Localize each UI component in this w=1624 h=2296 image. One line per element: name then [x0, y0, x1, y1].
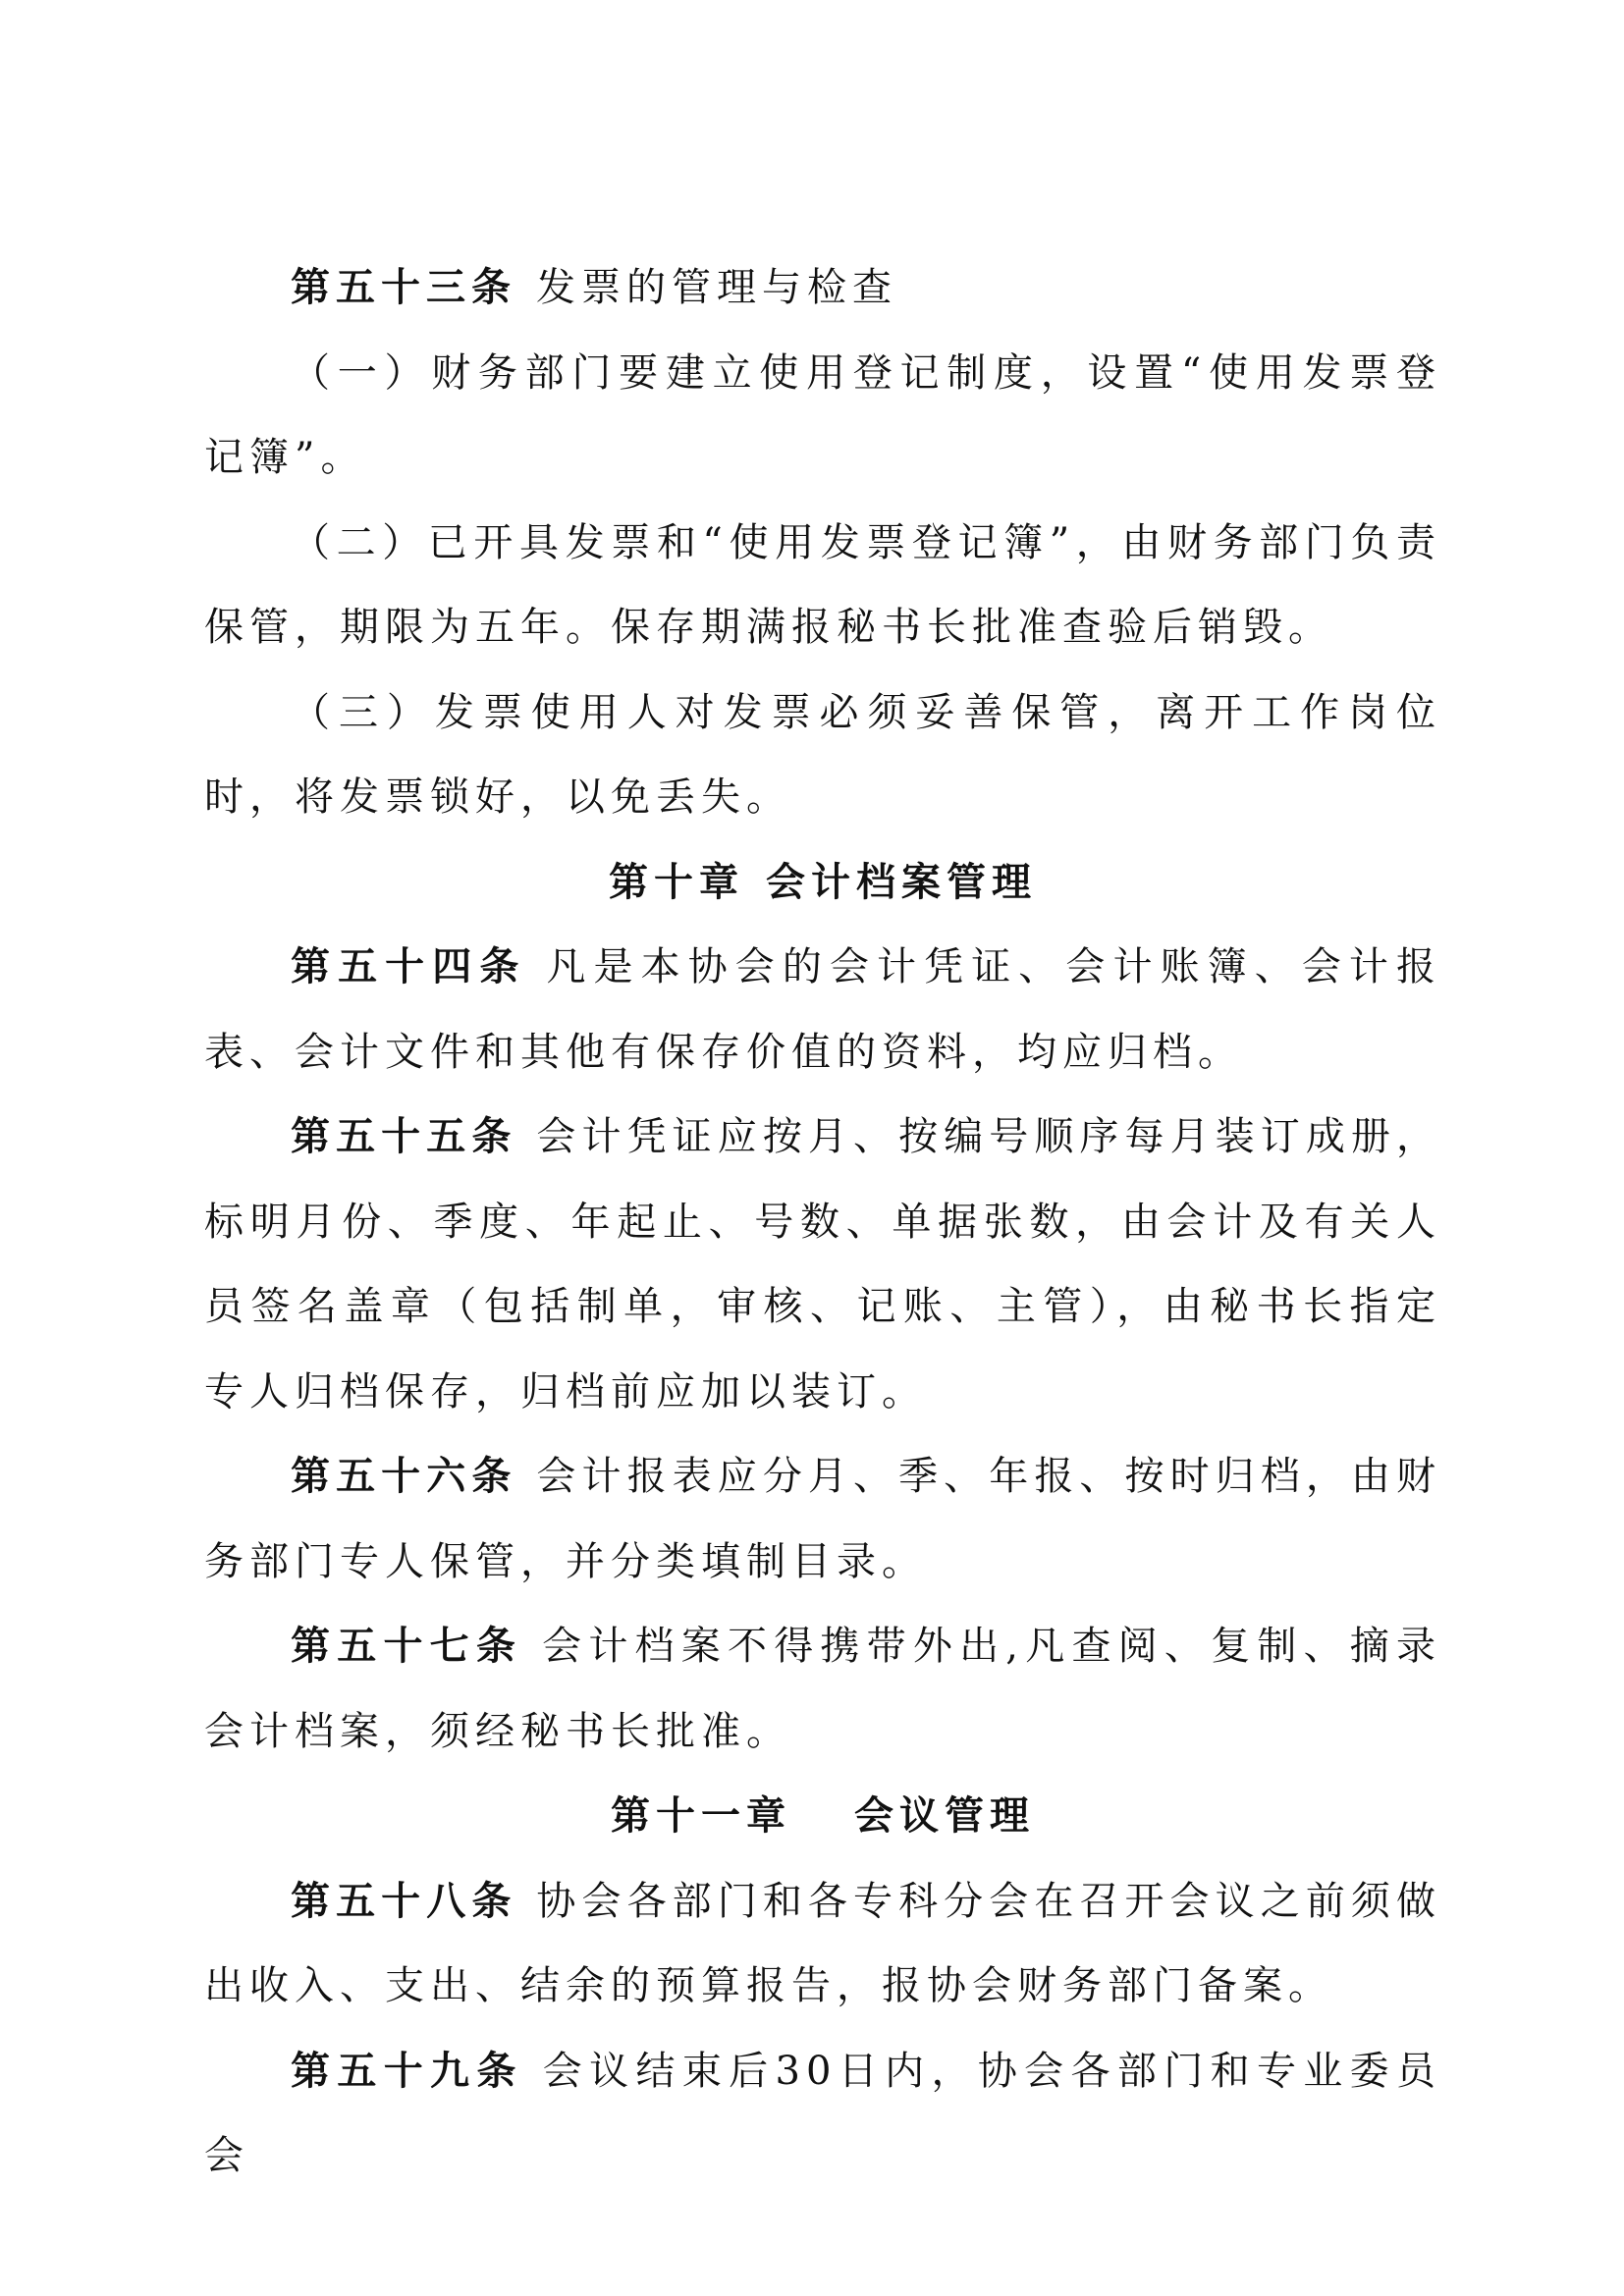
article-58-text: 协会各部门和各专科分会在召开会议之前须做出收入、支出、结余的预算报告，报协会财务部门备案。 — [204, 1878, 1442, 2008]
paragraph-53-2: （二）已开具发票和“使用发票登记簿”，由财务部门负责保管，期限为五年。保存期满报秘书长批准查验后销毁。 — [204, 519, 1441, 650]
article-57-label: 第五十七条 — [291, 1623, 523, 1669]
article-58 — [204, 1859, 1441, 2029]
article-59 — [204, 2029, 1441, 2199]
chapter-11-number: 第十一章 — [611, 1792, 791, 1839]
article-54-label: 第五十四条 — [291, 943, 527, 989]
article-55-text: 会计凭证应按月、按编号顺序每月装订成册，标明月份、季度、年起止、号数、单据张数，由会计及有关人员签名盖章（包括制单，审核、记账、主管），由秘书长指定专人归档保存，归档前应加以装订。 — [204, 1114, 1442, 1415]
paragraph-53-1: （一）财务部门要建立使用登记制度，设置“使用发票登记簿”。 — [204, 349, 1441, 480]
chapter-11-heading — [204, 1774, 1441, 1859]
article-59-label: 第五十九条 — [291, 2047, 523, 2094]
article-54-text: 凡是本协会的会计凭证、会计账簿、会计报表、会计文件和其他有保存价值的资料，均应归档。 — [204, 944, 1442, 1075]
article-56-label: 第五十六条 — [291, 1453, 517, 1499]
article-54 — [204, 925, 1441, 1095]
article-56-text: 会计报表应分月、季、年报、按时归档，由财务部门专人保管，并分类填制目录。 — [204, 1454, 1442, 1584]
article-53-text: 发票的管理与检查 — [536, 265, 897, 310]
document-page — [204, 245, 1441, 2199]
chapter-10-number: 第十章 — [609, 858, 744, 905]
article-56 — [204, 1434, 1441, 1604]
chapter-10-title: 会计档案管理 — [766, 858, 1037, 905]
chapter-11-title: 会议管理 — [854, 1792, 1035, 1839]
article-55 — [204, 1095, 1441, 1434]
article-59-text: 会议结束后30日内，协会各部门和专业委员会 — [204, 2048, 1441, 2178]
article-53 — [204, 245, 1441, 331]
article-55-label: 第五十五条 — [291, 1113, 517, 1159]
article-58-label: 第五十八条 — [291, 1877, 517, 1924]
article-53-label: 第五十三条 — [291, 264, 516, 310]
article-57-text: 会计档案不得携带外出,凡查阅、复制、摘录 会计档案，须经秘书长批准。 — [204, 1624, 1442, 1754]
article-57 — [204, 1604, 1441, 1774]
chapter-10-heading — [204, 840, 1441, 926]
paragraph-53-3: （三）发票使用人对发票必须妥善保管，离开工作岗位时，将发票锁好，以免丢失。 — [204, 689, 1441, 820]
